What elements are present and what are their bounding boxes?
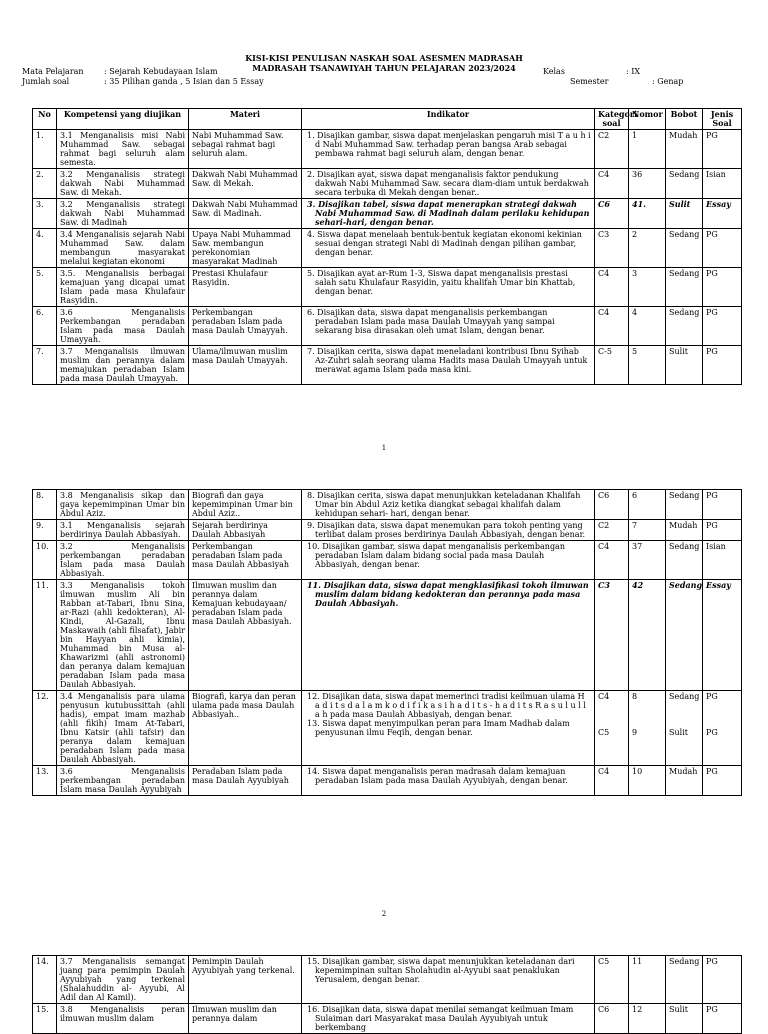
cell-bobot-value: Sulit [669, 199, 691, 209]
cell-bobot-value: Sulit [669, 1005, 688, 1014]
col-header-nomor: Nomor [629, 109, 666, 130]
cell-no: 15. [33, 1004, 57, 1034]
cell-indikator [302, 490, 595, 520]
cell-kategori-value: C4 [598, 308, 610, 317]
cell-materi: Perkembangan peradaban Islam pada masa Daulah Umayyah. [189, 307, 302, 346]
cell-kompetensi: 3.7 Menganalisis semangat juang para pemimpin Daulah Ayyubiyah yang terkenal (Shalahuddin al- Ayyubi, Al Adil dan Al Kamil). [57, 956, 189, 1004]
cell-no: 7. [33, 346, 57, 385]
indikator-text: 2. Disajikan ayat, siswa dapat menganalisis faktor pendukung dakwah Nabi Muhammad Saw. secara diam-diam untuk berdakwah secara terbuka di Mekah dengan benar.. [307, 170, 589, 197]
table-row [33, 346, 742, 385]
cell-indikator [302, 169, 595, 199]
cell-bobot-value: Sedang [669, 692, 700, 701]
cell-nomor-value: 10 [632, 767, 643, 776]
cell-nomor [629, 229, 666, 268]
page-number: 2 [381, 910, 387, 918]
kelas-value: : IX [626, 67, 641, 76]
cell-indikator [302, 956, 595, 1004]
cell-kompetensi: 3.8 Menganalisis peran ilmuwan muslim dalam [57, 1004, 189, 1034]
cell-nomor-value: 1 [632, 131, 638, 140]
cell-nomor-value: 41. [632, 199, 646, 209]
cell-nomor [629, 169, 666, 199]
cell-kategori-value: C-5 [598, 347, 612, 356]
cell-materi: Nabi Muhammad Saw. sebagai rahmat bagi seluruh alam. [189, 130, 302, 169]
cell-materi: Prestasi Khulafaur Rasyidin. [189, 268, 302, 307]
cell-kategori [595, 580, 629, 691]
cell-kompetensi: 3.2 Menganalisis strategi dakwah Nabi Muhammad Saw. di Madinah [57, 199, 189, 229]
cell-bobot [666, 766, 703, 796]
cell-kategori [595, 541, 629, 580]
indikator-text: 3. Disajikan tabel, siswa dapat menerapkan strategi dakwah Nabi Muhammad Saw. di Madinah dalam perilaku kehidupan sehari-hari, dengan benar. [307, 199, 590, 227]
cell-nomor-value: 42 [632, 580, 644, 590]
cell-kategori [595, 130, 629, 169]
cell-kategori [595, 346, 629, 385]
table-row [33, 580, 742, 691]
cell-bobot [666, 691, 703, 766]
table-row [33, 691, 742, 766]
cell-kompetensi: 3.3 Menganalisis tokoh ilmuwan muslim Ali bin Rabban at-Tabari, Ibnu Sina, ar-Razi (ahli kedokteran), Al-Kindi, Al-Gazali, Ibnu Maskawaih (ahli filsafat), Jabir bin Hayyan ahli kimia), Muhammad bin Musa al-Khawarizmi (ahli astronomi) dan peranya dalam kemajuan peradaban Islam pada masa Daulah Abbasiyah. [57, 580, 189, 691]
cell-kategori [595, 199, 629, 229]
cell-materi: Ilmuwan muslim dan perannya dalam [189, 1004, 302, 1034]
cell-materi: Ilmuwan muslim dan perannya dalam Kemajuan kebudayaan/ peradaban Islam pada masa Daulah Abbasiyah. [189, 580, 302, 691]
cell-nomor-value: 4 [632, 308, 638, 317]
cell-kompetensi: 3.7 Menganalisis ilmuwan muslim dan perannya dalam memajukan peradaban Islam pada masa Daulah Umayyah. [57, 346, 189, 385]
cell-jenis-value: PG [706, 347, 718, 356]
cell-nomor [629, 691, 666, 766]
cell-bobot-value: Mudah [669, 521, 698, 530]
kelas-label: Kelas [543, 67, 565, 76]
cell-jenis [703, 130, 742, 169]
table-body-page-1 [33, 130, 742, 385]
indikator-text: 9. Disajikan data, siswa dapat menemukan para tokoh penting yang terlibat dalam proses berdirinya Daulah Abbasiyah, dengan benar. [307, 521, 586, 539]
cell-jenis-value: PG [706, 269, 718, 278]
cell-bobot [666, 346, 703, 385]
cell-nomor-value: 36 [632, 170, 643, 179]
cell-bobot-value: Sedang [669, 491, 700, 500]
semester-value: : Genap [652, 77, 684, 86]
cell-nomor [629, 307, 666, 346]
cell-jenis-value: PG [706, 692, 718, 701]
cell-bobot-value: Sulit [669, 347, 688, 356]
cell-no: 9. [33, 520, 57, 541]
cell-no: 8. [33, 490, 57, 520]
table-row [33, 956, 742, 1004]
cell-materi: Perkembangan peradaban Islam pada masa Daulah Abbasiyah [189, 541, 302, 580]
cell-indikator [302, 268, 595, 307]
cell-nomor-value: 9 [632, 728, 638, 737]
cell-nomor [629, 956, 666, 1004]
cell-nomor [629, 541, 666, 580]
cell-kategori [595, 169, 629, 199]
kisi-table-page-2 [32, 489, 742, 796]
document-subtitle: MADRASAH TSANAWIYAH TAHUN PELAJARAN 2023/2024 [252, 63, 516, 73]
cell-indikator [302, 199, 595, 229]
cell-jenis [703, 307, 742, 346]
cell-jenis [703, 268, 742, 307]
cell-no: 13. [33, 766, 57, 796]
cell-nomor-value: 12 [632, 1005, 643, 1014]
indikator-text: 7. Disajikan cerita, siswa dapat meneladani kontribusi Ibnu Syihab Az-Zuhri salah seorang ulama Hadits masa Daulah Umayyah untuk merawat agama Islam pada masa kini. [307, 347, 588, 374]
cell-kategori-value: C2 [598, 131, 610, 140]
cell-jenis [703, 580, 742, 691]
table-body-page-2 [33, 490, 742, 796]
cell-jenis-value: Essay [706, 580, 731, 590]
cell-materi: Biografi dan gaya kepemimpinan Umar bin Abdul Aziz.. [189, 490, 302, 520]
cell-jenis [703, 1004, 742, 1034]
cell-kompetensi: 3.2 Menganalisis perkembangan peradaban Islam pada masa Daulah Abbasiyah. [57, 541, 189, 580]
cell-jenis-value: PG [706, 230, 718, 239]
cell-jenis-value: PG [706, 957, 718, 966]
cell-nomor-value: 11 [632, 957, 643, 966]
cell-bobot-value: Sedang [669, 170, 700, 179]
cell-no: 6. [33, 307, 57, 346]
cell-indikator [302, 346, 595, 385]
cell-kategori-value: C4 [598, 767, 610, 776]
col-header-indikator: Indikator [302, 109, 595, 130]
cell-kategori-value: C2 [598, 521, 610, 530]
mapel-value: : Sejarah Kebudayaan Islam [104, 67, 218, 76]
cell-nomor-value: 7 [632, 521, 638, 530]
cell-kompetensi: 3.2 Menganalisis strategi dakwah Nabi Muhammad Saw. di Mekah. [57, 169, 189, 199]
cell-kategori-value: C4 [598, 269, 610, 278]
table-row [33, 169, 742, 199]
cell-kategori-value: C4 [598, 542, 610, 551]
cell-jenis [703, 541, 742, 580]
cell-kategori [595, 520, 629, 541]
indikator-text: 4. Siswa dapat menelaah bentuk-bentuk kegiatan ekonomi kekinian sesuai dengan strategi Nabi di Madinah dengan pilihan gambar, dengan benar. [307, 230, 582, 257]
cell-kompetensi: 3.6 Menganalisis Perkembangan peradaban Islam pada masa Daulah Umayyah. [57, 307, 189, 346]
cell-bobot-value: Sedang [669, 308, 700, 317]
indikator-text: 11. Disajikan data, siswa dapat mengklasifikasi tokoh ilmuwan muslim dalam bidang kedokteran dan perannya pada masa Daulah Abbasiyah. [307, 580, 589, 608]
cell-nomor [629, 490, 666, 520]
kisi-table-page-1 [32, 108, 742, 385]
table-row [33, 490, 742, 520]
jumlah-label: Jumlah soal [22, 77, 70, 86]
kisi-table-page-3 [32, 955, 742, 1034]
col-header-kategori: Kategori soal [595, 109, 629, 130]
table-row [33, 130, 742, 169]
cell-indikator [302, 130, 595, 169]
cell-jenis [703, 956, 742, 1004]
cell-bobot-value: Mudah [669, 767, 698, 776]
cell-nomor-value: 6 [632, 491, 638, 500]
cell-bobot-value: Sedang [669, 542, 700, 551]
cell-materi: Peradaban Islam pada masa Daulah Ayyubiyah [189, 766, 302, 796]
cell-bobot-value: Sedang [669, 269, 700, 278]
cell-bobot [666, 169, 703, 199]
table-row [33, 199, 742, 229]
cell-jenis-value: PG [706, 728, 718, 737]
cell-materi: Ulama/ilmuwan muslim masa Daulah Umayyah. [189, 346, 302, 385]
cell-nomor [629, 346, 666, 385]
cell-jenis [703, 490, 742, 520]
cell-bobot-value: Sulit [669, 728, 688, 737]
cell-bobot-value: Sedang [669, 230, 700, 239]
cell-nomor [629, 268, 666, 307]
cell-no: 12. [33, 691, 57, 766]
indikator-text: 6. Disajikan data, siswa dapat menganalisis perkembangan peradaban Islam pada masa Daulah Umayyah yang sampai sekarang bisa dirasakan oleh umat Islam, dengan benar. [307, 308, 555, 335]
cell-kategori [595, 691, 629, 766]
cell-materi: Dakwah Nabi Muhammad Saw. di Madinah. [189, 199, 302, 229]
cell-kategori-value: C3 [598, 230, 610, 239]
cell-kategori-value: C4 [598, 170, 610, 179]
cell-kategori-value: C3 [598, 580, 610, 590]
cell-nomor-value: 2 [632, 230, 638, 239]
cell-bobot [666, 307, 703, 346]
cell-kategori-value: C6 [598, 491, 610, 500]
cell-no: 11. [33, 580, 57, 691]
cell-kompetensi: 3.5. Menganalisis berbagai kemajuan yang dicapai umat Islam pada masa Khulafaur Rasyidin. [57, 268, 189, 307]
cell-bobot [666, 268, 703, 307]
cell-jenis-value: PG [706, 767, 718, 776]
cell-bobot [666, 199, 703, 229]
cell-jenis-value: Isian [706, 542, 726, 551]
cell-kategori-value: C6 [598, 199, 610, 209]
col-header-no: No [33, 109, 57, 130]
cell-jenis [703, 766, 742, 796]
cell-kategori [595, 307, 629, 346]
cell-kategori [595, 1004, 629, 1034]
page-number: 1 [381, 444, 387, 452]
indikator-text: 8. Disajikan cerita, siswa dapat menunjukkan keteladanan Khalifah Umar bin Abdul Aziz ketika diangkat sebagai khalifah dalam kehidupan sehari- hari, dengan benar. [307, 491, 581, 518]
cell-bobot [666, 541, 703, 580]
document-title: KISI-KISI PENULISAN NASKAH SOAL ASESMEN MADRASAH [245, 53, 523, 63]
cell-bobot [666, 130, 703, 169]
cell-bobot-value: Mudah [669, 131, 698, 140]
cell-kompetensi: 3.6 Menganalisis perkembangan peradaban Islam masa Daulah Ayyubiyah [57, 766, 189, 796]
indikator-text: 5. Disajikan ayat ar-Rum 1-3, Siswa dapat menganalisis prestasi salah satu Khulafaur Rasyidin, yaitu khalifah Umar bin Khattab, dengan benar. [307, 269, 576, 296]
cell-indikator [302, 307, 595, 346]
cell-materi: Dakwah Nabi Muhammad Saw. di Mekah. [189, 169, 302, 199]
cell-bobot [666, 229, 703, 268]
cell-nomor [629, 1004, 666, 1034]
cell-no: 10. [33, 541, 57, 580]
table-row [33, 229, 742, 268]
cell-indikator [302, 1004, 595, 1034]
cell-kompetensi: 3.1 Menganalisis sejarah berdirinya Daulah Abbasiyah. [57, 520, 189, 541]
table-row [33, 766, 742, 796]
cell-bobot [666, 1004, 703, 1034]
cell-no: 5. [33, 268, 57, 307]
table-row [33, 520, 742, 541]
cell-no: 3. [33, 199, 57, 229]
table-header-row [33, 109, 742, 130]
cell-jenis-value: PG [706, 521, 718, 530]
cell-nomor [629, 520, 666, 541]
cell-kategori [595, 956, 629, 1004]
col-header-kompetensi: Kompetensi yang diujikan [57, 109, 189, 130]
cell-indikator [302, 766, 595, 796]
cell-bobot [666, 520, 703, 541]
cell-nomor [629, 766, 666, 796]
cell-kompetensi: 3.4 Menganalisis sejarah Nabi Muhammad Saw. dalam membangun masyarakat melalui kegiatan ekonomi [57, 229, 189, 268]
mapel-label: Mata Pelajaran [22, 67, 84, 76]
cell-nomor-value: 37 [632, 542, 643, 551]
cell-bobot [666, 490, 703, 520]
cell-nomor [629, 130, 666, 169]
cell-materi: Upaya Nabi Muhammad Saw. membangun perekonomian masyarakat Madinah [189, 229, 302, 268]
cell-jenis-value: PG [706, 1005, 718, 1014]
cell-bobot [666, 580, 703, 691]
cell-kompetensi: 3.4 Menganalisis para ulama penyusun kutubussittah (ahli hadis), empat imam mazhab (ahli fikih) Imam At-Tabari, Ibnu Katsir (ahli tafsir) dan peranya dalam kemajuan peradaban Islam pada masa Daulah Abbasiyah. [57, 691, 189, 766]
col-header-bobot: Bobot [666, 109, 703, 130]
cell-nomor [629, 580, 666, 691]
col-header-materi: Materi [189, 109, 302, 130]
cell-nomor-value: 8 [632, 692, 638, 701]
cell-kategori-value: C5 [598, 957, 610, 966]
table-row [33, 268, 742, 307]
indikator-text: 13. Siswa dapat menyimpulkan peran para Imam Madhab dalam penyusunan ilmu Feqih, dengan benar. [307, 719, 570, 737]
cell-kategori-value: C4 [598, 692, 610, 701]
cell-materi: Pemimpin Daulah Ayyubiyah yang terkenal. [189, 956, 302, 1004]
cell-materi: Biografi, karya dan peran ulama pada masa Daulah Abbasiyah.. [189, 691, 302, 766]
cell-bobot-value: Sedang [669, 957, 700, 966]
table-row [33, 541, 742, 580]
col-header-jenis: Jenis Soal [703, 109, 742, 130]
cell-indikator [302, 580, 595, 691]
cell-jenis-value: Essay [706, 199, 731, 209]
cell-indikator [302, 520, 595, 541]
indikator-text: 10. Disajikan gambar, siswa dapat menganalisis perkembangan peradaban Islam dalam bidang social pada masa Daulah Abbasiyah, dengan benar. [307, 542, 565, 569]
cell-indikator [302, 229, 595, 268]
cell-jenis [703, 520, 742, 541]
indikator-text: 14. Siswa dapat menganalisis peran madrasah dalam kemajuan peradaban Islam pada masa Daulah Ayyubiyah, dengan benar. [307, 767, 568, 785]
cell-jenis [703, 691, 742, 766]
cell-jenis [703, 229, 742, 268]
cell-indikator [302, 691, 595, 766]
cell-jenis-value: PG [706, 131, 718, 140]
table-row [33, 307, 742, 346]
cell-no: 14. [33, 956, 57, 1004]
semester-label: Semester [570, 77, 609, 86]
cell-kompetensi: 3.8 Menganalisis sikap dan gaya kepemimpinan Umar bin Abdul Aziz. [57, 490, 189, 520]
table-body-page-3 [33, 956, 742, 1034]
indikator-text: 12. Disajikan data, siswa dapat memerinci tradisi keilmuan ulama H a d i t s d a l a m k o d i f i k a s i h a d i t s - h a d i t s R a s u l u l l a h pada masa Daulah Abbasiyah, dengan benar. [307, 692, 586, 719]
cell-materi: Sejarah berdirinya Daulah Abbasiyah [189, 520, 302, 541]
cell-kompetensi: 3.1 Menganalisis misi Nabi Muhammad Saw. sebagai rahmat bagi seluruh alam semesta. [57, 130, 189, 169]
indikator-text: 1. Disajikan gambar, siswa dapat menjelaskan pengaruh misi T a u h i d Nabi Muhammad Saw. terhadap peran bangsa Arab sebagai pembawa rahmat bagi seluruh alam, dengan benar. [307, 131, 591, 158]
indikator-text: 15. Disajikan gambar, siswa dapat menunjukkan keteladanan dari kepemimpinan sultan Sholahudin al-Ayyubi saat penaklukan Yerusalem, dengan benar. [307, 957, 575, 984]
cell-kategori-value: C5 [598, 728, 610, 737]
cell-jenis-value: Isian [706, 170, 726, 179]
cell-kategori [595, 229, 629, 268]
cell-nomor-value: 3 [632, 269, 638, 278]
cell-kategori [595, 490, 629, 520]
cell-bobot-value: Sedang [669, 580, 703, 590]
cell-bobot [666, 956, 703, 1004]
cell-indikator [302, 541, 595, 580]
cell-jenis [703, 169, 742, 199]
cell-no: 2. [33, 169, 57, 199]
cell-no: 1. [33, 130, 57, 169]
cell-no: 4. [33, 229, 57, 268]
cell-kategori [595, 766, 629, 796]
cell-jenis [703, 199, 742, 229]
cell-nomor [629, 199, 666, 229]
table-row [33, 1004, 742, 1034]
cell-jenis-value: PG [706, 308, 718, 317]
cell-kategori [595, 268, 629, 307]
cell-kategori-value: C6 [598, 1005, 610, 1014]
jumlah-value: : 35 Pilihan ganda , 5 Isian dan 5 Essay [104, 77, 264, 86]
cell-nomor-value: 5 [632, 347, 638, 356]
cell-jenis-value: PG [706, 491, 718, 500]
cell-jenis [703, 346, 742, 385]
indikator-text: 16. Disajikan data, siswa dapat menilai semangat keilmuan Imam Sulaiman dari Masyarakat masa Daulah Ayyubiyah untuk berkembang [307, 1005, 574, 1032]
